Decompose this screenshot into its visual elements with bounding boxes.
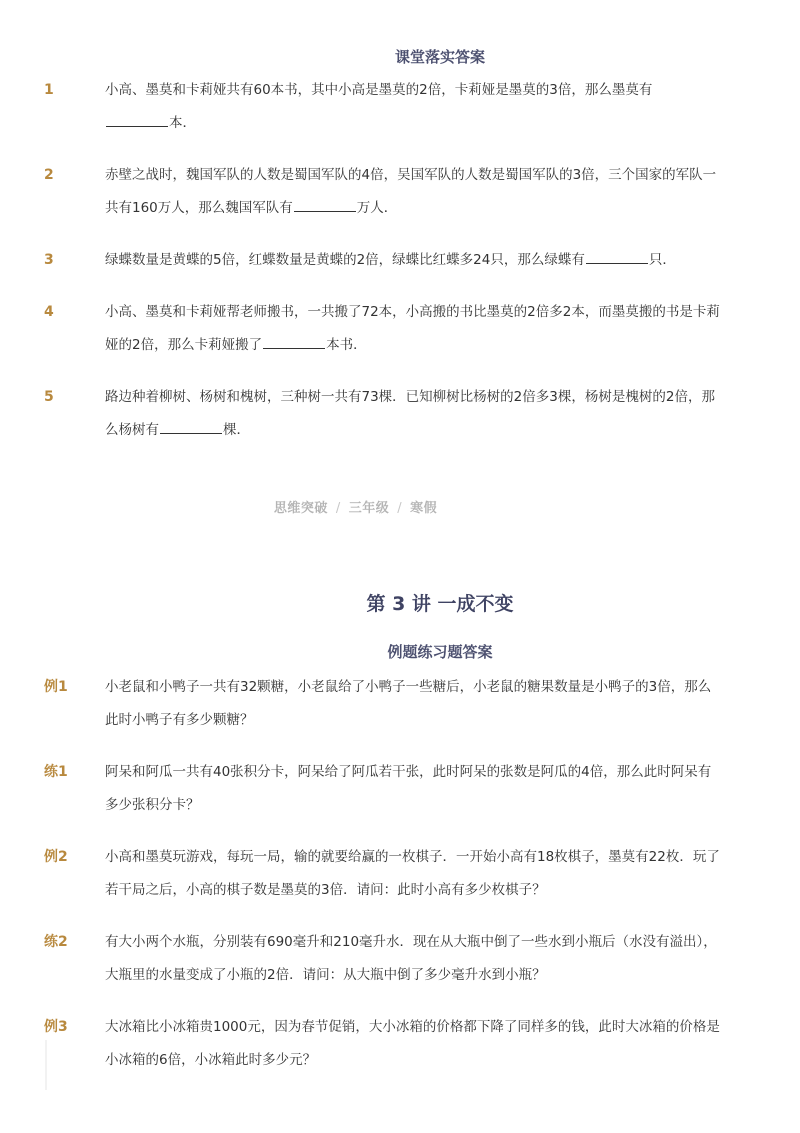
example-number: 例3: [44, 1019, 68, 1035]
answer-blank: [106, 111, 168, 127]
footer-grade: 三年级: [348, 501, 390, 516]
question-number: 4: [44, 304, 54, 320]
practice-text: 阿呆和阿瓜一共有40张积分卡，阿呆给了阿瓜若干张，此时阿呆的张数是阿瓜的4倍，那么此时阿呆有多少张积分卡？: [105, 764, 712, 813]
section-title-answers: 课堂落实答案: [394, 48, 485, 66]
question-text: 小高、墨莫和卡莉娅共有60本书，其中小高是墨莫的2倍，卡莉娅是墨莫的3倍，那么墨莫有 本．: [105, 82, 653, 131]
section-title-examples: 例题练习题答案: [387, 643, 493, 661]
question-number: 5: [44, 389, 54, 405]
example-text: 大冰箱比小冰箱贵1000元，因为春节促销，大小冰箱的价格都下降了同样多的钱，此时大冰箱的价格是小冰箱的6倍，小冰箱此时多少元？: [105, 1019, 720, 1068]
example-number: 例2: [44, 849, 68, 865]
example-text: 小高和墨莫玩游戏，每玩一局，输的就要给赢的一枚棋子．一开始小高有18枚棋子，墨莫有22枚．玩了若干局之后，小高的棋子数是墨莫的3倍．请问：此时小高有多少枚棋子？: [105, 849, 720, 898]
question-text: 路边种着柳树、杨树和槐树，三种树一共有73棵．已知柳树比杨树的2倍多3棵，杨树是槐树的2倍，那么杨树有 棵．: [105, 389, 715, 438]
lecture-title: 第 3 讲 一成不变: [366, 593, 514, 615]
example-number: 例1: [44, 679, 68, 695]
footer-separator: /: [397, 501, 403, 516]
question-number: 2: [44, 167, 54, 183]
answer-blank: [160, 418, 222, 434]
practice-text: 有大小两个水瓶，分别装有690毫升和210毫升水．现在从大瓶中倒了一些水到小瓶后（水没有溢出），大瓶里的水量变成了小瓶的2倍．请问：从大瓶中倒了多少毫升水到小瓶？: [105, 934, 717, 983]
footer-subject: 思维突破: [273, 501, 328, 516]
example-text: 小老鼠和小鸭子一共有32颗糖，小老鼠给了小鸭子一些糖后，小老鼠的糖果数量是小鸭子的3倍，那么此时小鸭子有多少颗糖？: [105, 679, 712, 728]
question-number: 3: [44, 252, 54, 268]
answer-blank: [586, 248, 648, 264]
page-footer: [0, 497, 711, 516]
practice-number: 练1: [44, 764, 68, 780]
answer-blank: [294, 196, 356, 212]
question-text: 小高、墨莫和卡莉娅帮老师搬书，一共搬了72本，小高搬的书比墨莫的2倍多2本，而墨莫搬的书是卡莉娅的2倍，那么卡莉娅搬了 本书．: [105, 304, 720, 353]
question-text: 绿蝶数量是黄蝶的5倍，红蝶数量是黄蝶的2倍，绿蝶比红蝶多24只，那么绿蝶有 只．: [105, 244, 720, 277]
question-text: 赤壁之战时，魏国军队的人数是蜀国军队的4倍，吴国军队的人数是蜀国军队的3倍，三个国家的军队一共有160万人，那么魏国军队有 万人．: [105, 167, 717, 216]
margin-rule: [45, 1040, 47, 1090]
footer-term: 寒假: [410, 501, 438, 516]
question-number: 1: [44, 82, 54, 98]
answer-blank: [263, 333, 325, 349]
practice-number: 练2: [44, 934, 68, 950]
footer-separator: /: [335, 501, 341, 516]
